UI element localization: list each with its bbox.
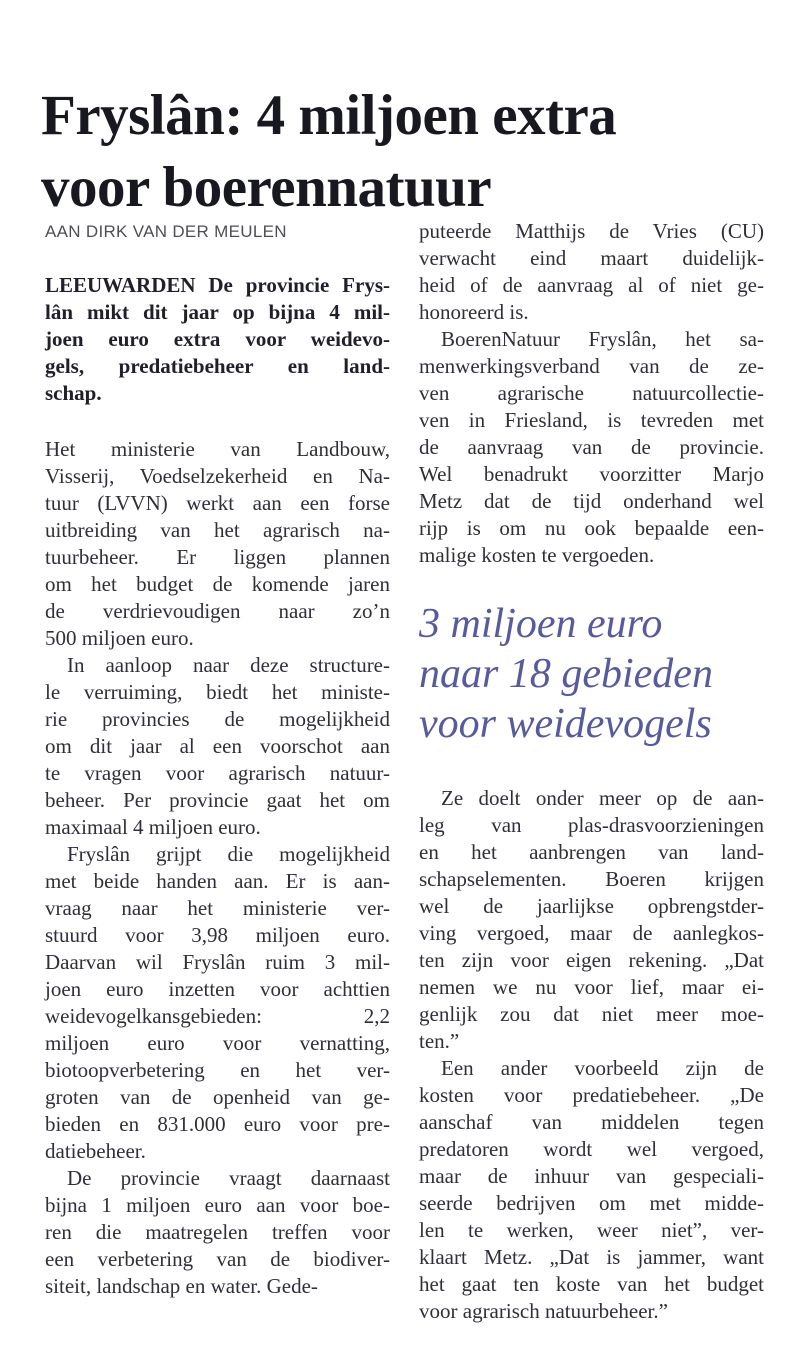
text-line: rie provincies de mogelijkheid — [45, 707, 390, 731]
text-line: LEEUWARDEN De provincie Frys- — [45, 273, 390, 297]
text-line: ren die maatregelen treffen voor — [45, 1220, 390, 1244]
text-line: datiebeheer. — [45, 1139, 146, 1163]
text-line: 500 miljoen euro. — [45, 626, 194, 650]
text-line: ven in Friesland, is tevreden met — [419, 408, 764, 432]
body-paragraph — [45, 1165, 390, 1300]
text-line: honoreerd is. — [419, 300, 529, 324]
text-line: groten van de openheid van ge- — [45, 1085, 390, 1109]
text-line: wel de jaarlijkse opbrengstder- — [419, 894, 764, 918]
article-byline: AAN DIRK VAN DER MEULEN — [45, 222, 287, 241]
text-line: weidevogelkansgebieden: 2,2 — [45, 1004, 390, 1028]
body-paragraph — [419, 785, 764, 1055]
text-line: heid of de aanvraag al of niet ge- — [419, 273, 764, 297]
text-line: de verdrievoudigen naar zo’n — [45, 599, 390, 623]
text-line: Metz dat de tijd onderhand wel — [419, 489, 764, 513]
text-line: schap. — [45, 381, 102, 405]
text-line: leg van plas-drasvoorzieningen — [419, 813, 764, 837]
body-paragraph — [419, 218, 764, 326]
text-line: De provincie vraagt daarnaast — [67, 1166, 390, 1190]
text-line: BoerenNatuur Fryslân, het sa- — [441, 327, 764, 351]
pull-quote-line: 3 miljoen euro — [419, 601, 663, 647]
pull-quote-line: voor weidevogels — [419, 701, 712, 747]
text-line: Daarvan wil Fryslân ruim 3 mil- — [45, 950, 390, 974]
text-line: kosten voor predatiebeheer. „De — [419, 1083, 764, 1107]
text-line: voor agrarisch natuurbeheer.” — [419, 1299, 668, 1323]
text-line: aanschaf van middelen tegen — [419, 1110, 764, 1134]
lead-paragraph — [45, 272, 390, 407]
text-line: biotoopverbetering en het ver- — [45, 1058, 390, 1082]
text-line: met beide handen aan. Er is aan- — [45, 869, 390, 893]
text-line: bijna 1 miljoen euro aan voor boe- — [45, 1193, 390, 1217]
text-line: Visserij, Voedselzekerheid en Na- — [45, 464, 390, 488]
text-line: tuur (LVVN) werkt aan een forse — [45, 491, 390, 515]
text-line: bieden en 831.000 euro voor pre- — [45, 1112, 390, 1136]
text-line: malige kosten te vergoeden. — [419, 543, 655, 567]
text-line: In aanloop naar deze structure- — [67, 653, 390, 677]
headline-line-1: Fryslân: 4 miljoen extra — [41, 84, 617, 148]
article-column-right — [419, 218, 764, 1325]
text-line: ten.” — [419, 1029, 460, 1053]
text-line: predatoren wordt wel vergoed, — [419, 1137, 764, 1161]
body-paragraph — [419, 1055, 764, 1325]
text-line: maar de inhuur van gespeciali- — [419, 1164, 764, 1188]
text-line: ten zijn voor eigen rekening. „Dat — [419, 948, 764, 972]
pull-quote-line: naar 18 gebieden — [419, 651, 713, 697]
text-line: len te werken, weer niet”, ver- — [419, 1218, 764, 1242]
text-line: tuurbeheer. Er liggen plannen — [45, 545, 390, 569]
body-paragraph — [45, 436, 390, 652]
body-paragraph — [45, 652, 390, 841]
article-headline — [41, 80, 756, 224]
text-line: vraag naar het ministerie ver- — [45, 896, 390, 920]
text-line: een verbetering van de biodiver- — [45, 1247, 390, 1271]
body-paragraph — [419, 326, 764, 569]
headline-line-2: voor boerennatuur — [41, 156, 492, 220]
text-line: le verruiming, biedt het ministe- — [45, 680, 390, 704]
text-line: beheer. Per provincie gaat het om — [45, 788, 390, 812]
text-line: uitbreiding van het agrarisch na- — [45, 518, 390, 542]
article-column-left — [45, 272, 390, 1300]
text-line: ven agrarische natuurcollectie- — [419, 381, 764, 405]
text-line: siteit, landschap en water. Gede- — [45, 1274, 318, 1298]
text-line: verwacht eind maart duidelijk- — [419, 246, 764, 270]
pull-quote — [419, 599, 764, 749]
text-line: om dit jaar al een voorschot aan — [45, 734, 390, 758]
text-line: puteerde Matthijs de Vries (CU) — [419, 219, 764, 243]
text-line: stuurd voor 3,98 miljoen euro. — [45, 923, 390, 947]
text-line: gels, predatiebeheer en land- — [45, 354, 390, 378]
text-line: Wel benadrukt voorzitter Marjo — [419, 462, 764, 486]
body-paragraph — [45, 841, 390, 1165]
text-line: rijp is om nu ook bepaalde een- — [419, 516, 764, 540]
text-line: om het budget de komende jaren — [45, 572, 390, 596]
text-line: maximaal 4 miljoen euro. — [45, 815, 261, 839]
text-line: Een ander voorbeeld zijn de — [441, 1056, 764, 1080]
text-line: Fryslân grijpt die mogelijkheid — [67, 842, 390, 866]
text-line: miljoen euro voor vernatting, — [45, 1031, 390, 1055]
text-line: joen euro extra voor weidevo- — [45, 327, 390, 351]
text-line: ving vergoed, maar de aanlegkos- — [419, 921, 764, 945]
text-line: menwerkingsverband van de ze- — [419, 354, 764, 378]
text-line: genlijk zou dat niet meer moe- — [419, 1002, 764, 1026]
text-line: schapselementen. Boeren krijgen — [419, 867, 764, 891]
text-line: klaart Metz. „Dat is jammer, want — [419, 1245, 764, 1269]
text-line: Het ministerie van Landbouw, — [45, 437, 390, 461]
text-line: lân mikt dit jaar op bijna 4 mil- — [45, 300, 390, 324]
text-line: de aanvraag van de provincie. — [419, 435, 764, 459]
text-line: seerde bedrijven om met midde- — [419, 1191, 764, 1215]
text-line: het gaat ten koste van het budget — [419, 1272, 764, 1296]
text-line: nemen we nu voor lief, maar ei- — [419, 975, 764, 999]
text-line: en het aanbrengen van land- — [419, 840, 764, 864]
text-line: Ze doelt onder meer op de aan- — [441, 786, 764, 810]
text-line: te vragen voor agrarisch natuur- — [45, 761, 390, 785]
text-line: joen euro inzetten voor achttien — [45, 977, 390, 1001]
